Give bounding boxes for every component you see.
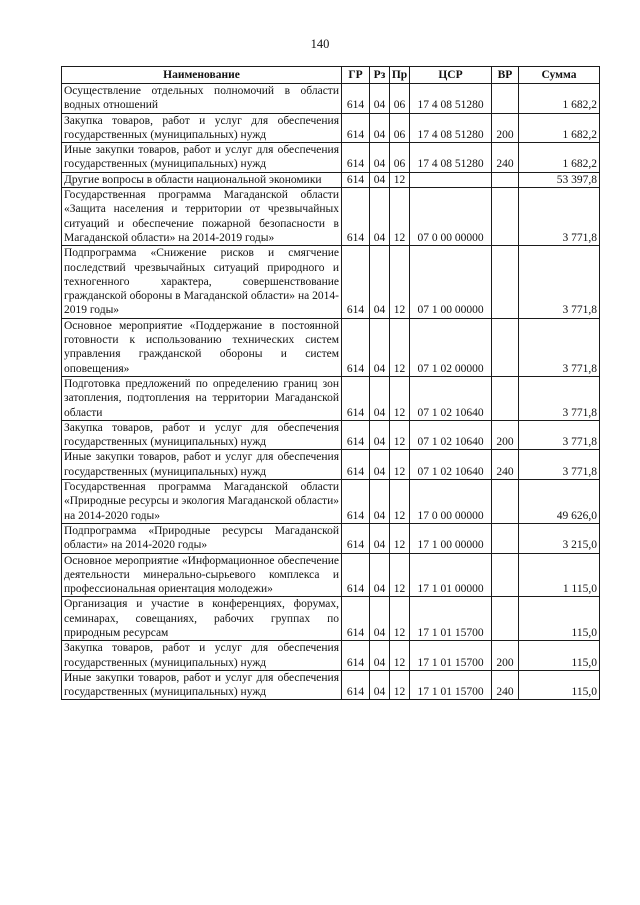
row-pr-cell: 12	[390, 246, 410, 318]
row-vr-cell: 240	[492, 143, 519, 173]
row-pr-cell: 12	[390, 641, 410, 671]
row-name-cell: Осуществление отдельных полномочий в области водных отношений	[62, 84, 342, 114]
row-csr-cell: 07 0 00 00000	[410, 188, 492, 246]
row-rz-cell: 04	[370, 480, 390, 524]
budget-table	[61, 66, 600, 700]
row-pr-cell: 06	[390, 84, 410, 114]
row-rz-cell: 04	[370, 113, 390, 143]
row-rz-cell: 04	[370, 597, 390, 641]
column-header-gr: ГР	[342, 67, 370, 84]
row-pr-cell: 12	[390, 172, 410, 187]
row-pr-cell: 12	[390, 420, 410, 450]
table-row	[62, 113, 600, 143]
table-row	[62, 246, 600, 318]
row-vr-cell: 240	[492, 450, 519, 480]
table-header-row	[62, 67, 600, 84]
table-body	[62, 84, 600, 700]
row-name-cell: Подпрограмма «Снижение рисков и смягчение последствий чрезвычайных ситуаций природного и техногенного характера, совершенствование гражданской обороны в Магаданской области» на 2014-2019 годы»	[62, 246, 342, 318]
row-pr-cell: 12	[390, 597, 410, 641]
row-vr-cell: 200	[492, 641, 519, 671]
row-pr-cell: 06	[390, 143, 410, 173]
row-name-cell: Государственная программа Магаданской области «Природные ресурсы и экология Магаданской области» на 2014-2020 годы»	[62, 480, 342, 524]
row-gr-cell: 614	[342, 553, 370, 597]
table-row	[62, 480, 600, 524]
row-rz-cell: 04	[370, 172, 390, 187]
table-row	[62, 450, 600, 480]
row-name-cell: Основное мероприятие «Поддержание в постоянной готовности к использованию технических систем управления гражданской обороны и систем оповещения»	[62, 318, 342, 376]
table-row	[62, 597, 600, 641]
row-rz-cell: 04	[370, 420, 390, 450]
row-pr-cell: 12	[390, 523, 410, 553]
row-rz-cell: 04	[370, 553, 390, 597]
row-sum-cell: 115,0	[519, 641, 600, 671]
row-gr-cell: 614	[342, 246, 370, 318]
row-sum-cell: 115,0	[519, 597, 600, 641]
row-gr-cell: 614	[342, 188, 370, 246]
row-rz-cell: 04	[370, 188, 390, 246]
row-gr-cell: 614	[342, 143, 370, 173]
table-row	[62, 420, 600, 450]
row-vr-cell	[492, 523, 519, 553]
row-sum-cell: 115,0	[519, 670, 600, 700]
row-pr-cell: 12	[390, 480, 410, 524]
row-name-cell: Иные закупки товаров, работ и услуг для обеспечения государственных (муниципальных) нужд	[62, 670, 342, 700]
row-vr-cell	[492, 553, 519, 597]
table-row	[62, 523, 600, 553]
row-vr-cell: 240	[492, 670, 519, 700]
table-row	[62, 553, 600, 597]
row-csr-cell: 07 1 02 10640	[410, 420, 492, 450]
row-pr-cell: 06	[390, 113, 410, 143]
table-row	[62, 172, 600, 187]
row-vr-cell	[492, 480, 519, 524]
row-vr-cell	[492, 84, 519, 114]
row-gr-cell: 614	[342, 523, 370, 553]
row-sum-cell: 3 771,8	[519, 450, 600, 480]
row-sum-cell: 3 771,8	[519, 318, 600, 376]
row-vr-cell	[492, 172, 519, 187]
table-row	[62, 143, 600, 173]
row-csr-cell: 07 1 02 10640	[410, 450, 492, 480]
table-row	[62, 670, 600, 700]
row-gr-cell: 614	[342, 480, 370, 524]
column-header-vr: ВР	[492, 67, 519, 84]
row-sum-cell: 1 682,2	[519, 143, 600, 173]
row-name-cell: Подготовка предложений по определению границ зон затопления, подтопления на территории Магаданской области	[62, 376, 342, 420]
row-name-cell: Иные закупки товаров, работ и услуг для обеспечения государственных (муниципальных) нужд	[62, 143, 342, 173]
row-name-cell: Закупка товаров, работ и услуг для обеспечения государственных (муниципальных) нужд	[62, 420, 342, 450]
row-name-cell: Подпрограмма «Природные ресурсы Магаданской области» на 2014-2020 годы»	[62, 523, 342, 553]
column-header-pr: Пр	[390, 67, 410, 84]
row-rz-cell: 04	[370, 670, 390, 700]
row-gr-cell: 614	[342, 113, 370, 143]
row-rz-cell: 04	[370, 523, 390, 553]
row-vr-cell: 200	[492, 113, 519, 143]
row-gr-cell: 614	[342, 641, 370, 671]
row-gr-cell: 614	[342, 450, 370, 480]
row-sum-cell: 1 682,2	[519, 84, 600, 114]
row-rz-cell: 04	[370, 641, 390, 671]
row-gr-cell: 614	[342, 376, 370, 420]
row-pr-cell: 12	[390, 450, 410, 480]
row-csr-cell: 07 1 02 10640	[410, 376, 492, 420]
row-sum-cell: 53 397,8	[519, 172, 600, 187]
row-pr-cell: 12	[390, 376, 410, 420]
row-vr-cell: 200	[492, 420, 519, 450]
row-name-cell: Иные закупки товаров, работ и услуг для обеспечения государственных (муниципальных) нужд	[62, 450, 342, 480]
row-rz-cell: 04	[370, 143, 390, 173]
row-pr-cell: 12	[390, 670, 410, 700]
row-name-cell: Государственная программа Магаданской области «Защита населения и территории от чрезвычайных ситуаций и обеспечение пожарной безопасности в Магаданской области» на 2014-2019 годы»	[62, 188, 342, 246]
row-vr-cell	[492, 376, 519, 420]
row-csr-cell: 17 1 01 15700	[410, 641, 492, 671]
row-csr-cell: 17 1 01 15700	[410, 597, 492, 641]
table-row	[62, 318, 600, 376]
table-row	[62, 84, 600, 114]
row-gr-cell: 614	[342, 420, 370, 450]
row-sum-cell: 3 771,8	[519, 246, 600, 318]
row-rz-cell: 04	[370, 376, 390, 420]
table-row	[62, 376, 600, 420]
row-vr-cell	[492, 318, 519, 376]
row-sum-cell: 3 771,8	[519, 376, 600, 420]
row-pr-cell: 12	[390, 553, 410, 597]
page-number: 140	[310, 37, 330, 51]
row-sum-cell: 1 682,2	[519, 113, 600, 143]
row-gr-cell: 614	[342, 84, 370, 114]
row-sum-cell: 3 771,8	[519, 420, 600, 450]
row-sum-cell: 49 626,0	[519, 480, 600, 524]
row-name-cell: Закупка товаров, работ и услуг для обеспечения государственных (муниципальных) нужд	[62, 641, 342, 671]
row-name-cell: Закупка товаров, работ и услуг для обеспечения государственных (муниципальных) нужд	[62, 113, 342, 143]
row-gr-cell: 614	[342, 670, 370, 700]
row-csr-cell	[410, 172, 492, 187]
table-row	[62, 188, 600, 246]
row-gr-cell: 614	[342, 597, 370, 641]
row-gr-cell: 614	[342, 318, 370, 376]
row-sum-cell: 3 771,8	[519, 188, 600, 246]
row-pr-cell: 12	[390, 188, 410, 246]
row-name-cell: Организация и участие в конференциях, форумах, семинарах, совещаниях, рабочих группах по природным ресурсам	[62, 597, 342, 641]
row-csr-cell: 17 1 01 15700	[410, 670, 492, 700]
row-rz-cell: 04	[370, 84, 390, 114]
row-csr-cell: 17 1 01 00000	[410, 553, 492, 597]
row-csr-cell: 17 4 08 51280	[410, 84, 492, 114]
row-csr-cell: 17 1 00 00000	[410, 523, 492, 553]
row-csr-cell: 07 1 00 00000	[410, 246, 492, 318]
row-csr-cell: 07 1 02 00000	[410, 318, 492, 376]
row-gr-cell: 614	[342, 172, 370, 187]
row-csr-cell: 17 4 08 51280	[410, 113, 492, 143]
row-rz-cell: 04	[370, 318, 390, 376]
column-header-sum: Сумма	[519, 67, 600, 84]
column-header-name: Наименование	[62, 67, 342, 84]
row-vr-cell	[492, 246, 519, 318]
row-pr-cell: 12	[390, 318, 410, 376]
row-sum-cell: 1 115,0	[519, 553, 600, 597]
column-header-rz: Рз	[370, 67, 390, 84]
row-vr-cell	[492, 597, 519, 641]
row-name-cell: Другие вопросы в области национальной экономики	[62, 172, 342, 187]
table-row	[62, 641, 600, 671]
row-rz-cell: 04	[370, 450, 390, 480]
row-vr-cell	[492, 188, 519, 246]
column-header-csr: ЦСР	[410, 67, 492, 84]
row-csr-cell: 17 0 00 00000	[410, 480, 492, 524]
row-name-cell: Основное мероприятие «Информационное обеспечение деятельности минерально-сырьевого комплекса и профессиональная ориентация молодежи»	[62, 553, 342, 597]
row-rz-cell: 04	[370, 246, 390, 318]
row-csr-cell: 17 4 08 51280	[410, 143, 492, 173]
row-sum-cell: 3 215,0	[519, 523, 600, 553]
